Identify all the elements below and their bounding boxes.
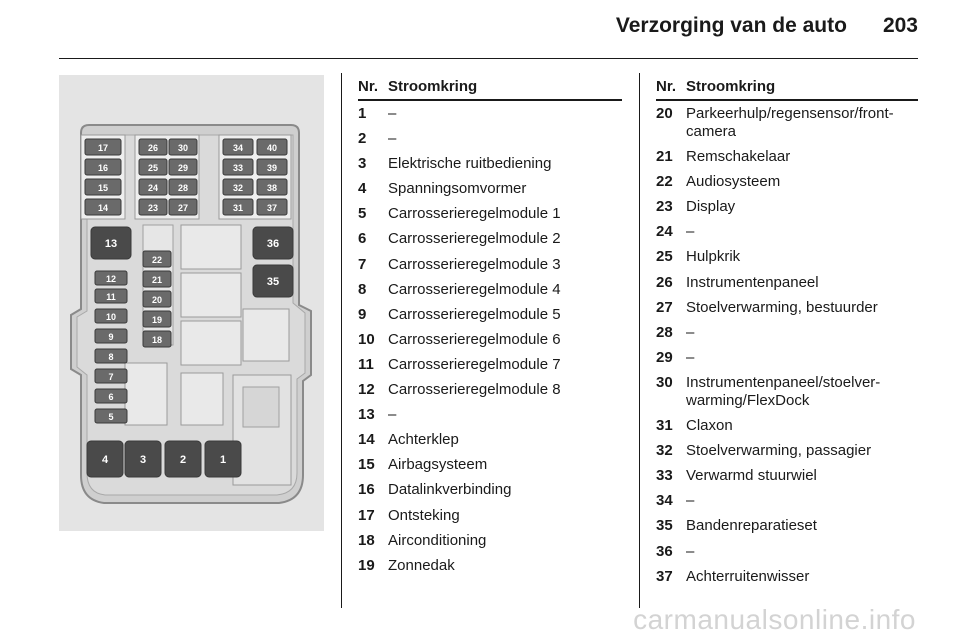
circuit-name: Achterklep xyxy=(388,431,459,449)
fuse-5 xyxy=(95,409,127,423)
fuse-table-left xyxy=(358,78,622,582)
fuse-label: 5 xyxy=(108,412,114,422)
fuse-32 xyxy=(223,179,253,195)
circuit-name: Bandenreparatieset xyxy=(686,517,817,535)
fuse-label: 40 xyxy=(266,143,278,153)
circuit-name: – xyxy=(686,492,695,510)
fuse-14 xyxy=(85,199,121,215)
watermark: carmanualsonline.info xyxy=(633,604,916,635)
fuse-label: 31 xyxy=(232,203,244,213)
relay-36 xyxy=(253,227,293,259)
fuse-label: 2 xyxy=(179,454,187,466)
fuse-label: 12 xyxy=(105,274,117,284)
table-row xyxy=(358,180,622,198)
table-row xyxy=(656,248,918,266)
fuse-label: 6 xyxy=(108,392,114,402)
fuse-39 xyxy=(257,159,287,175)
circuit-name: Carrosserieregelmodule 6 xyxy=(388,330,561,348)
circuit-name: Carrosserieregelmodule 4 xyxy=(388,280,561,298)
fuse-38 xyxy=(257,179,287,195)
table-row xyxy=(358,481,622,499)
table-row xyxy=(656,299,918,317)
table-row xyxy=(656,492,918,510)
circuit-name: Carrosserieregelmodule 1 xyxy=(388,205,561,223)
relay-3 xyxy=(125,441,161,477)
fuse-label: 32 xyxy=(232,183,244,193)
fuse-table-right xyxy=(656,78,918,593)
fuse-number: 32 xyxy=(656,442,673,460)
column-divider-right xyxy=(639,73,640,608)
fuse-16 xyxy=(85,159,121,175)
table-row xyxy=(358,456,622,474)
fuse-number: 4 xyxy=(358,180,367,198)
relay-4 xyxy=(87,441,123,477)
fuse-label: 19 xyxy=(151,315,163,325)
fuse-label: 1 xyxy=(219,454,227,466)
fuse-label: 7 xyxy=(108,372,114,382)
fuse-number: 27 xyxy=(656,298,673,316)
circuit-name: – xyxy=(388,105,397,122)
fuse-label: 11 xyxy=(106,292,116,302)
fuse-label: 28 xyxy=(177,183,189,193)
circuit-name: Verwarmd stuurwiel xyxy=(686,467,817,485)
fuse-number: 12 xyxy=(358,381,375,399)
fuse-number: 10 xyxy=(358,330,375,348)
fuse-number: 15 xyxy=(358,456,375,474)
fuse-22 xyxy=(143,251,171,267)
table-row xyxy=(656,349,918,367)
fuse-7 xyxy=(95,369,127,383)
circuit-name: Airconditioning xyxy=(388,531,487,549)
relay-2 xyxy=(165,441,201,477)
fuse-label: 14 xyxy=(97,203,109,213)
circuit-name: Hulpkrik xyxy=(686,248,741,266)
fuse-label: 29 xyxy=(177,163,189,173)
fuse-label: 9 xyxy=(108,332,114,342)
fuse-11 xyxy=(95,289,127,303)
fuse-number: 16 xyxy=(358,481,375,499)
circuit-name: Zonnedak xyxy=(388,556,455,574)
fuse-number: 25 xyxy=(656,248,673,266)
fuse-label: 21 xyxy=(151,275,163,285)
circuit-name: – xyxy=(686,223,695,241)
relay-1 xyxy=(205,441,241,477)
circuit-name: Claxon xyxy=(686,417,733,435)
fuse-number: 22 xyxy=(656,173,673,191)
table-row xyxy=(358,507,622,525)
fuse-18 xyxy=(143,331,171,347)
circuit-name: Spanningsomvormer xyxy=(388,180,527,198)
table-row xyxy=(656,223,918,241)
table-row xyxy=(358,205,622,223)
fuse-label: 13 xyxy=(104,238,118,250)
header-circuit: Stroomkring xyxy=(388,78,478,95)
fuse-number: 1 xyxy=(358,105,367,122)
circuit-name: – xyxy=(686,323,695,341)
fuse-label: 26 xyxy=(147,143,159,153)
circuit-name: Display xyxy=(686,198,736,216)
fuse-number: 28 xyxy=(656,323,673,341)
fuse-number: 30 xyxy=(656,373,673,391)
fuse-number: 35 xyxy=(656,517,673,535)
fuse-33 xyxy=(223,159,253,175)
fuse-label: 36 xyxy=(266,238,280,250)
table-header xyxy=(358,78,622,101)
fuse-number: 34 xyxy=(656,492,673,510)
table-row xyxy=(656,543,918,561)
circuit-name: Carrosserieregelmodule 3 xyxy=(388,255,561,273)
fuse-number: 23 xyxy=(656,198,673,216)
fuse-20 xyxy=(143,291,171,307)
fuse-label: 3 xyxy=(139,454,147,466)
fuse-31 xyxy=(223,199,253,215)
fuse-label: 25 xyxy=(147,163,159,173)
table-row xyxy=(656,568,918,586)
fuse-number: 8 xyxy=(358,280,367,298)
fuse-label: 39 xyxy=(266,163,278,173)
page-title: Verzorging van de auto xyxy=(615,14,847,37)
fuse-number: 29 xyxy=(656,348,673,366)
fuse-label: 35 xyxy=(266,276,280,288)
fuse-number: 37 xyxy=(656,567,673,585)
fuse-number: 5 xyxy=(358,205,367,223)
circuit-name: Achterruitenwisser xyxy=(686,567,810,585)
circuit-name: Parkeerhulp/regensensor/front-camera xyxy=(686,105,894,140)
fuse-label: 22 xyxy=(151,255,163,265)
header-rule xyxy=(59,58,918,59)
header-nr: Nr. xyxy=(358,78,379,95)
table-row xyxy=(358,557,622,575)
circuit-name: – xyxy=(686,348,695,366)
fuse-number: 33 xyxy=(656,467,673,485)
circuit-name: Audiosysteem xyxy=(686,173,781,191)
fuse-label: 24 xyxy=(147,183,159,193)
fuse-number: 3 xyxy=(358,155,367,173)
fuse-number: 19 xyxy=(358,556,375,574)
table-row xyxy=(358,331,622,349)
fuse-label: 34 xyxy=(232,143,244,153)
header-circuit: Stroomkring xyxy=(686,78,776,95)
circuit-name: Instrumentenpaneel/stoelver-warming/FlexDock xyxy=(686,373,881,409)
circuit-name: Ontsteking xyxy=(388,506,460,524)
table-row xyxy=(358,130,622,148)
fuse-number: 26 xyxy=(656,273,673,291)
circuit-name: Airbagsysteem xyxy=(388,456,488,474)
circuit-name: Carrosserieregelmodule 7 xyxy=(388,355,561,373)
table-row xyxy=(656,148,918,166)
table-row xyxy=(358,105,622,123)
fuse-label: 16 xyxy=(97,163,109,173)
fuse-37 xyxy=(257,199,287,215)
fuse-23 xyxy=(139,199,167,215)
fuse-25 xyxy=(139,159,167,175)
column-divider-left xyxy=(341,73,342,608)
table-row xyxy=(358,155,622,173)
fuse-15 xyxy=(85,179,121,195)
fuse-24 xyxy=(139,179,167,195)
circuit-name: Carrosserieregelmodule 2 xyxy=(388,230,561,248)
fuse-label: 18 xyxy=(151,335,163,345)
fuse-label: 4 xyxy=(101,454,109,466)
fuse-number: 2 xyxy=(358,130,367,148)
fuse-number: 11 xyxy=(358,355,374,373)
circuit-name: – xyxy=(388,130,397,148)
fuse-label: 15 xyxy=(97,183,109,193)
table-row xyxy=(358,230,622,248)
fuse-number: 31 xyxy=(656,417,673,435)
header-nr: Nr. xyxy=(656,78,677,95)
circuit-name: Stoelverwarming, passagier xyxy=(686,442,872,460)
circuit-name: Carrosserieregelmodule 8 xyxy=(388,381,561,399)
table-row xyxy=(656,198,918,216)
fuse-number: 13 xyxy=(358,406,375,424)
fuse-label: 10 xyxy=(105,312,117,322)
page-number: 203 xyxy=(882,14,918,37)
fuse-box-figure xyxy=(59,75,324,531)
table-row xyxy=(656,374,918,410)
fuse-number: 18 xyxy=(358,531,375,549)
fuse-label: 17 xyxy=(97,143,109,153)
fuse-number: 24 xyxy=(656,223,673,241)
fuse-label: 30 xyxy=(177,143,189,153)
fuse-number: 7 xyxy=(358,255,367,273)
table-row xyxy=(656,517,918,535)
table-row xyxy=(358,406,622,424)
circuit-name: Datalinkverbinding xyxy=(388,481,512,499)
circuit-name: Carrosserieregelmodule 5 xyxy=(388,305,561,323)
fuse-10 xyxy=(95,309,127,323)
circuit-name: – xyxy=(388,406,397,424)
table-row xyxy=(656,417,918,435)
table-row xyxy=(358,281,622,299)
fuse-number: 21 xyxy=(656,148,673,166)
fuse-number: 36 xyxy=(656,542,673,560)
fuse-box-diagram xyxy=(59,75,324,531)
fuse-label: 33 xyxy=(232,163,244,173)
table-row xyxy=(358,532,622,550)
fuse-28 xyxy=(169,179,197,195)
table-row xyxy=(358,356,622,374)
fuse-6 xyxy=(95,389,127,403)
fuse-27 xyxy=(169,199,197,215)
fuse-17 xyxy=(85,139,121,155)
table-header xyxy=(656,78,918,101)
fuse-label: 38 xyxy=(266,183,278,193)
fuse-number: 9 xyxy=(358,305,367,323)
table-row xyxy=(656,105,918,141)
table-row xyxy=(358,431,622,449)
circuit-name: Stoelverwarming, bestuurder xyxy=(686,298,878,316)
fuse-12 xyxy=(95,271,127,285)
relay-35 xyxy=(253,265,293,297)
fuse-number: 14 xyxy=(358,431,375,449)
circuit-name: Instrumentenpaneel xyxy=(686,273,819,291)
relay-13 xyxy=(91,227,131,259)
fuse-26 xyxy=(139,139,167,155)
fuse-40 xyxy=(257,139,287,155)
circuit-name: – xyxy=(686,542,695,560)
fuse-label: 20 xyxy=(151,295,163,305)
fuse-label: 27 xyxy=(177,203,189,213)
circuit-name: Elektrische ruitbediening xyxy=(388,155,552,173)
fuse-9 xyxy=(95,329,127,343)
table-row xyxy=(656,467,918,485)
fuse-number: 20 xyxy=(656,105,673,122)
fuse-label: 23 xyxy=(147,203,159,213)
table-row xyxy=(358,306,622,324)
page-header xyxy=(616,14,918,38)
table-row xyxy=(656,274,918,292)
fuse-number: 6 xyxy=(358,230,367,248)
table-row xyxy=(358,256,622,274)
fuse-19 xyxy=(143,311,171,327)
fuse-8 xyxy=(95,349,127,363)
fuse-34 xyxy=(223,139,253,155)
fuse-label: 37 xyxy=(266,203,278,213)
fuse-number: 17 xyxy=(358,506,375,524)
fuse-30 xyxy=(169,139,197,155)
fuse-29 xyxy=(169,159,197,175)
fuse-21 xyxy=(143,271,171,287)
table-row xyxy=(358,381,622,399)
table-row xyxy=(656,324,918,342)
table-row xyxy=(656,173,918,191)
fuse-label: 8 xyxy=(108,352,114,362)
circuit-name: Remschakelaar xyxy=(686,148,791,166)
table-row xyxy=(656,442,918,460)
